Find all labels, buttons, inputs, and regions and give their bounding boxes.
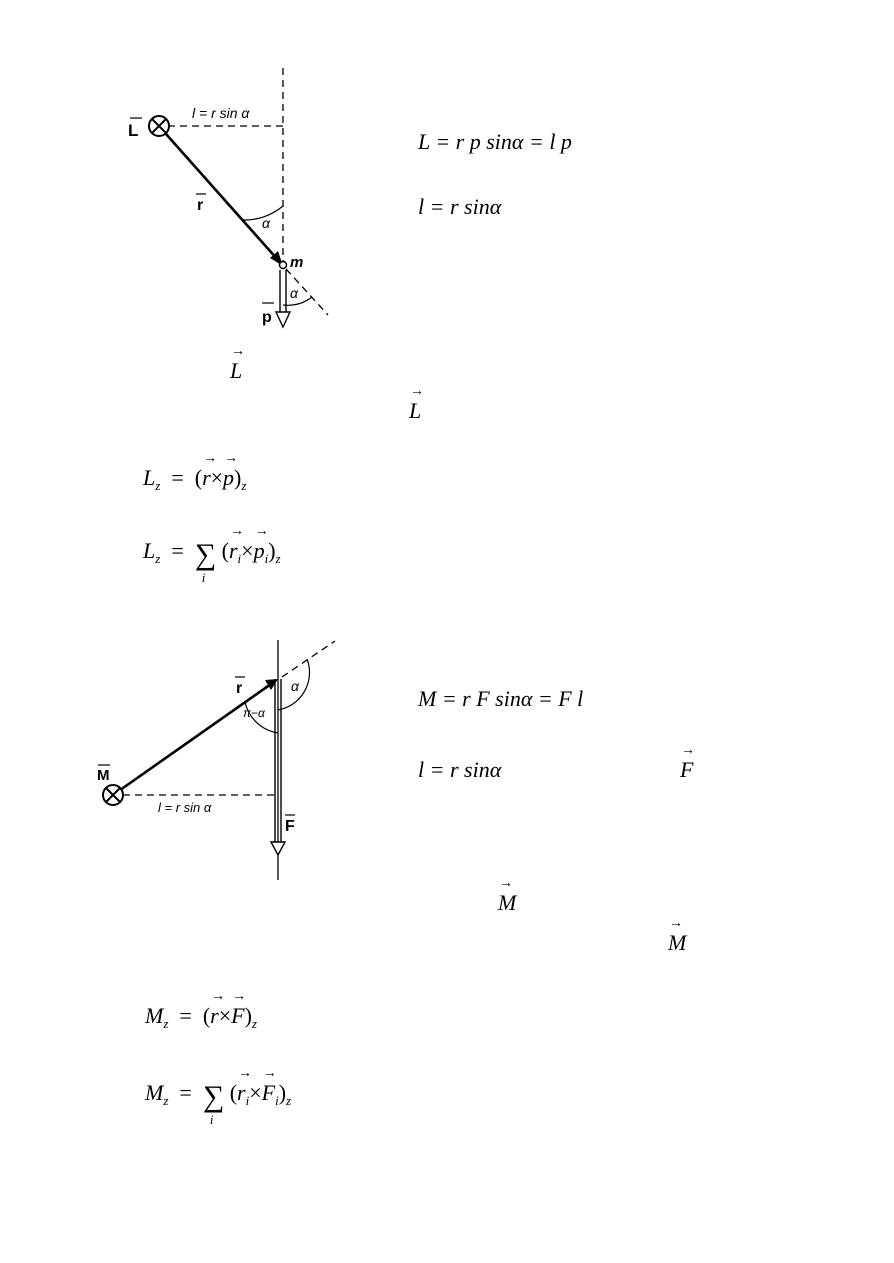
label-r: r: [197, 197, 204, 214]
label-lever-arm: l = r sin α: [158, 800, 212, 815]
torque-diagram: [95, 635, 355, 890]
torque-equation: M = r F sinα = F l: [418, 686, 584, 711]
vector-F-symbol: → F: [680, 757, 693, 783]
Lz-sum-formula: $L_z$ = ∑ i (→ $r_i\times\to p_i)_z$: [143, 538, 281, 572]
vector-M-symbol-1: → M: [498, 890, 516, 916]
momentum-vector-p: [276, 270, 290, 327]
angular-momentum-equation: L = r p sinα = l p: [418, 129, 572, 154]
label-lever-arm: l = r sin α: [192, 105, 250, 121]
label-p: p: [262, 309, 272, 326]
label-alpha-bottom: α: [290, 285, 298, 301]
vector-L-symbol-2: → L: [409, 398, 421, 424]
vector-M-symbol-2: → M: [668, 930, 686, 956]
circled-cross-icon: [149, 116, 169, 136]
lever-arm-equation-1: l = r sinα: [418, 194, 502, 219]
Mz-sum-formula: $M_z$ = ∑ i (→ $r_i\times\to F_i)_z$: [145, 1080, 291, 1114]
lever-arm-equation-2: l = r sinα: [418, 757, 502, 782]
label-r: r: [236, 680, 243, 697]
Lz-cross-product-formula: $L_z$ = (→ $r\times\to p)_z$: [143, 465, 246, 494]
circled-cross-icon: [103, 785, 123, 805]
label-M: M: [97, 767, 110, 784]
vector-L-symbol-1: → L: [230, 358, 242, 384]
label-m: m: [290, 254, 304, 271]
label-alpha-top: α: [262, 215, 270, 231]
angular-momentum-diagram: [100, 60, 360, 350]
label-pi-minus-alpha: π−α: [243, 706, 265, 720]
r-extension-dashed-line: [282, 641, 335, 677]
label-alpha: α: [291, 678, 299, 694]
mass-point: [280, 262, 287, 269]
label-F: F: [285, 818, 295, 835]
position-vector-r: [166, 134, 278, 260]
position-vector-r: [113, 684, 271, 795]
Mz-cross-product-formula: $M_z$ = (→ $r\times\to F)_z$: [145, 1003, 257, 1032]
label-L: L: [128, 121, 139, 140]
